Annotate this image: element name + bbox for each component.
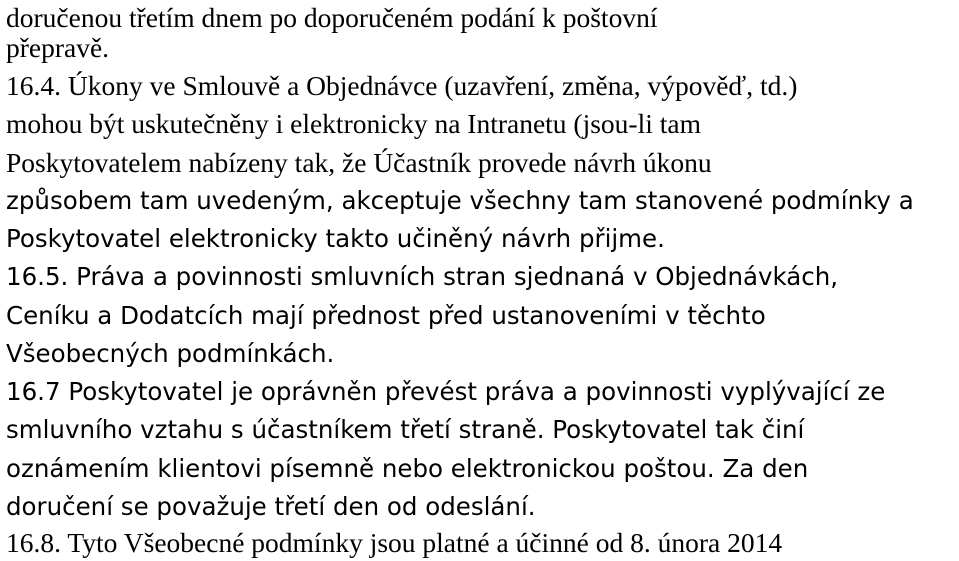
text-line-12: smluvního vztahu s účastníkem třetí straně. Poskytovatel tak činí <box>6 415 805 444</box>
text-line-1: doručenou třetím dnem po doporučeném podání k poštovní <box>6 2 658 33</box>
text-line-13: oznámením klientovi písemně nebo elektronickou poštou. Za den <box>6 454 809 483</box>
text-line-9: Ceníku a Dodatcích mají přednost před ustanoveními v těchto <box>6 301 766 330</box>
text-line-15: 16.8. Tyto Všeobecné podmínky jsou platné a účinné od 8. února 2014 <box>6 527 783 558</box>
text-line-11: 16.7 Poskytovatel je oprávněn převést práva a povinnosti vyplývající ze <box>6 377 886 406</box>
text-line-8: 16.5. Práva a povinnosti smluvních stran sjednaná v Objednávkách, <box>6 262 839 291</box>
text-line-3: 16.4. Úkony ve Smlouvě a Objednávce (uzavření, změna, výpověď, td.) <box>6 70 798 101</box>
text-line-6: způsobem tam uvedeným, akceptuje všechny tam stanovené podmínky a <box>6 186 914 215</box>
text-line-2: přepravě. <box>6 32 110 63</box>
text-line-5: Poskytovatelem nabízeny tak, že Účastník provede návrh úkonu <box>6 147 712 178</box>
text-line-7: Poskytovatel elektronicky takto učiněný návrh přijme. <box>6 224 665 253</box>
text-line-10: Všeobecných podmínkách. <box>6 339 335 368</box>
text-line-4: mohou být uskutečněny i elektronicky na Intranetu (jsou-li tam <box>6 108 701 139</box>
text-line-14: doručení se považuje třetí den od odeslání. <box>6 492 536 521</box>
